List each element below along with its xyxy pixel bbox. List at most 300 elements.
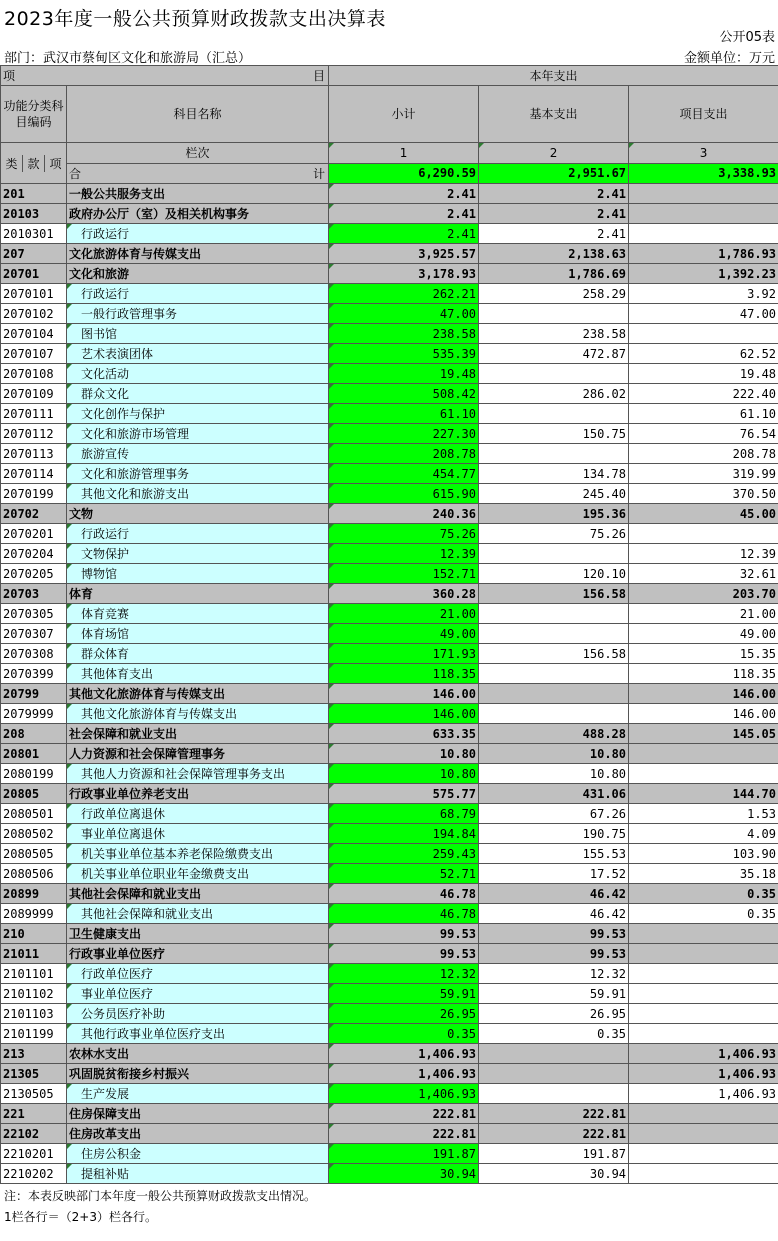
row-basic: 17.52 — [479, 864, 629, 884]
row-code: 2070111 — [1, 404, 67, 424]
row-basic: 10.80 — [479, 764, 629, 784]
row-code: 210 — [1, 924, 67, 944]
header-row-2 — [1, 86, 778, 143]
table-row — [1, 624, 778, 644]
row-code: 20702 — [1, 504, 67, 524]
header-row-3 — [1, 143, 778, 164]
unit-label: 金额单位：万元 — [683, 51, 775, 66]
row-code: 221 — [1, 1104, 67, 1124]
row-project: 32.61 — [629, 564, 778, 584]
row-basic — [479, 404, 629, 424]
row-subtotal: 208.78 — [329, 444, 479, 464]
row-project: 145.05 — [629, 724, 778, 744]
row-basic: 2.41 — [479, 204, 629, 224]
row-code: 2070199 — [1, 484, 67, 504]
row-code: 21011 — [1, 944, 67, 964]
row-name: 行政运行 — [67, 524, 329, 544]
row-name: 住房改革支出 — [67, 1124, 329, 1144]
footer-note: 注：本表反映部门本年度一般公共预算财政拨款支出情况。 — [4, 1189, 317, 1203]
row-basic — [479, 704, 629, 724]
row-code: 22102 — [1, 1124, 67, 1144]
row-project: 144.70 — [629, 784, 778, 804]
row-subtotal: 3,178.93 — [329, 264, 479, 284]
row-name: 一般公共服务支出 — [67, 184, 329, 204]
row-basic — [479, 664, 629, 684]
row-project: 4.09 — [629, 824, 778, 844]
row-code: 2080199 — [1, 764, 67, 784]
row-subtotal: 1,406.93 — [329, 1044, 479, 1064]
row-subtotal: 49.00 — [329, 624, 479, 644]
row-name: 群众体育 — [67, 644, 329, 664]
row-subtotal: 262.21 — [329, 284, 479, 304]
row-code: 207 — [1, 244, 67, 264]
row-name: 行政单位离退休 — [67, 804, 329, 824]
row-project: 12.39 — [629, 544, 778, 564]
row-code: 20103 — [1, 204, 67, 224]
row-basic — [479, 364, 629, 384]
row-basic: 59.91 — [479, 984, 629, 1004]
row-name: 文化创作与保护 — [67, 404, 329, 424]
row-name: 人力资源和社会保障管理事务 — [67, 744, 329, 764]
table-row — [1, 1104, 778, 1124]
row-subtotal: 508.42 — [329, 384, 479, 404]
row-code: 2070101 — [1, 284, 67, 304]
row-name: 体育 — [67, 584, 329, 604]
row-subtotal: 194.84 — [329, 824, 479, 844]
row-project: 3.92 — [629, 284, 778, 304]
row-subtotal: 75.26 — [329, 524, 479, 544]
table-row — [1, 844, 778, 864]
row-code: 213 — [1, 1044, 67, 1064]
table-row — [1, 304, 778, 324]
row-project: 1,406.93 — [629, 1064, 778, 1084]
row-code: 2080505 — [1, 844, 67, 864]
row-name: 文化活动 — [67, 364, 329, 384]
table-row — [1, 1044, 778, 1064]
row-project: 19.48 — [629, 364, 778, 384]
row-code: 2070308 — [1, 644, 67, 664]
class-kuan-xiang-header — [1, 143, 67, 184]
table-row — [1, 644, 778, 664]
table-row — [1, 344, 778, 364]
row-basic: 286.02 — [479, 384, 629, 404]
row-code: 2101103 — [1, 1004, 67, 1024]
form-code: 公开05表 — [719, 30, 775, 45]
table-row — [1, 1064, 778, 1084]
table-row — [1, 524, 778, 544]
row-basic: 46.42 — [479, 904, 629, 924]
row-code: 2210201 — [1, 1144, 67, 1164]
row-project: 62.52 — [629, 344, 778, 364]
row-code: 2101199 — [1, 1024, 67, 1044]
row-subtotal: 68.79 — [329, 804, 479, 824]
row-code: 2070102 — [1, 304, 67, 324]
row-basic: 431.06 — [479, 784, 629, 804]
table-row — [1, 444, 778, 464]
row-project — [629, 944, 778, 964]
row-basic: 156.58 — [479, 584, 629, 604]
table-row — [1, 224, 778, 244]
row-subtotal: 99.53 — [329, 944, 479, 964]
table-row — [1, 364, 778, 384]
table-row — [1, 784, 778, 804]
row-name: 文物保护 — [67, 544, 329, 564]
row-project — [629, 324, 778, 344]
row-name: 其他文化旅游体育与传媒支出 — [67, 684, 329, 704]
row-basic — [479, 1044, 629, 1064]
row-subtotal: 19.48 — [329, 364, 479, 384]
row-code: 20701 — [1, 264, 67, 284]
row-code: 2101102 — [1, 984, 67, 1004]
row-code: 2210202 — [1, 1164, 67, 1184]
row-project — [629, 924, 778, 944]
row-code: 2080506 — [1, 864, 67, 884]
row-name: 行政单位医疗 — [67, 964, 329, 984]
row-subtotal: 10.80 — [329, 744, 479, 764]
row-name: 艺术表演团体 — [67, 344, 329, 364]
row-name: 其他文化和旅游支出 — [67, 484, 329, 504]
row-subtotal: 227.30 — [329, 424, 479, 444]
row-code: 201 — [1, 184, 67, 204]
row-subtotal: 238.58 — [329, 324, 479, 344]
total-project: 3,338.93 — [629, 163, 778, 184]
row-subtotal: 12.32 — [329, 964, 479, 984]
table-row — [1, 264, 778, 284]
row-basic: 1,786.69 — [479, 264, 629, 284]
table-row — [1, 244, 778, 264]
row-subtotal: 191.87 — [329, 1144, 479, 1164]
row-basic: 0.35 — [479, 1024, 629, 1044]
row-basic: 2.41 — [479, 224, 629, 244]
subtotal-header: 小计 — [329, 86, 479, 143]
table-row — [1, 764, 778, 784]
row-code: 2070399 — [1, 664, 67, 684]
row-subtotal: 59.91 — [329, 984, 479, 1004]
row-name: 其他文化旅游体育与传媒支出 — [67, 704, 329, 724]
row-subtotal: 47.00 — [329, 304, 479, 324]
row-basic — [479, 444, 629, 464]
row-name: 图书馆 — [67, 324, 329, 344]
row-subtotal: 61.10 — [329, 404, 479, 424]
row-name: 生产发展 — [67, 1084, 329, 1104]
row-name: 住房保障支出 — [67, 1104, 329, 1124]
row-name: 行政运行 — [67, 224, 329, 244]
row-subtotal: 259.43 — [329, 844, 479, 864]
row-project: 15.35 — [629, 644, 778, 664]
row-project: 222.40 — [629, 384, 778, 404]
row-name: 行政事业单位养老支出 — [67, 784, 329, 804]
table-row — [1, 724, 778, 744]
row-basic: 245.40 — [479, 484, 629, 504]
row-project: 61.10 — [629, 404, 778, 424]
row-basic: 75.26 — [479, 524, 629, 544]
row-subtotal: 46.78 — [329, 884, 479, 904]
row-name: 一般行政管理事务 — [67, 304, 329, 324]
col-number-1: 1 — [329, 143, 479, 164]
row-code: 2070204 — [1, 544, 67, 564]
row-name: 文化和旅游市场管理 — [67, 424, 329, 444]
row-project — [629, 204, 778, 224]
row-code: 2130505 — [1, 1084, 67, 1104]
xiang-col-header: 项 — [49, 156, 62, 171]
row-basic — [479, 544, 629, 564]
row-project — [629, 744, 778, 764]
table-row — [1, 544, 778, 564]
row-subtotal: 360.28 — [329, 584, 479, 604]
item-header — [1, 66, 329, 86]
department-label: 部门：武汉市蔡甸区文化和旅游局（汇总） — [4, 51, 252, 66]
row-name: 机关事业单位基本养老保险缴费支出 — [67, 844, 329, 864]
row-subtotal: 10.80 — [329, 764, 479, 784]
row-name: 农林水支出 — [67, 1044, 329, 1064]
row-code: 2070108 — [1, 364, 67, 384]
row-project: 118.35 — [629, 664, 778, 684]
row-code: 2070113 — [1, 444, 67, 464]
lanci-label: 栏次 — [67, 143, 329, 164]
row-subtotal: 21.00 — [329, 604, 479, 624]
row-subtotal: 171.93 — [329, 644, 479, 664]
row-subtotal: 0.35 — [329, 1024, 479, 1044]
row-project: 47.00 — [629, 304, 778, 324]
basic-header: 基本支出 — [479, 86, 629, 143]
row-project: 146.00 — [629, 704, 778, 724]
row-name: 文化和旅游 — [67, 264, 329, 284]
row-project: 146.00 — [629, 684, 778, 704]
row-name: 文化和旅游管理事务 — [67, 464, 329, 484]
row-project: 45.00 — [629, 504, 778, 524]
table-row — [1, 964, 778, 984]
row-basic: 155.53 — [479, 844, 629, 864]
row-basic: 2.41 — [479, 184, 629, 204]
row-subtotal: 2.41 — [329, 224, 479, 244]
row-code: 2070201 — [1, 524, 67, 544]
row-project — [629, 764, 778, 784]
table-row — [1, 284, 778, 304]
row-project — [629, 524, 778, 544]
table-row — [1, 1124, 778, 1144]
row-basic: 191.87 — [479, 1144, 629, 1164]
row-name: 群众文化 — [67, 384, 329, 404]
row-basic: 150.75 — [479, 424, 629, 444]
col-number-3: 3 — [629, 143, 778, 164]
row-project — [629, 984, 778, 1004]
row-subtotal: 152.71 — [329, 564, 479, 584]
row-subtotal: 222.81 — [329, 1124, 479, 1144]
row-project — [629, 184, 778, 204]
row-subtotal: 118.35 — [329, 664, 479, 684]
row-code: 20899 — [1, 884, 67, 904]
row-name: 行政事业单位医疗 — [67, 944, 329, 964]
row-name: 其他社会保障和就业支出 — [67, 904, 329, 924]
row-project: 203.70 — [629, 584, 778, 604]
row-name: 其他行政事业单位医疗支出 — [67, 1024, 329, 1044]
row-basic: 190.75 — [479, 824, 629, 844]
row-basic: 30.94 — [479, 1164, 629, 1184]
table-row — [1, 424, 778, 444]
table-row — [1, 804, 778, 824]
row-name: 体育场馆 — [67, 624, 329, 644]
total-row — [1, 163, 778, 184]
row-subtotal: 146.00 — [329, 684, 479, 704]
table-row — [1, 484, 778, 504]
row-subtotal: 615.90 — [329, 484, 479, 504]
row-basic: 120.10 — [479, 564, 629, 584]
expenditure-table — [0, 65, 778, 1184]
row-project — [629, 1164, 778, 1184]
table-row — [1, 184, 778, 204]
row-project: 1,392.23 — [629, 264, 778, 284]
row-subtotal: 2.41 — [329, 184, 479, 204]
project-header: 项目支出 — [629, 86, 778, 143]
row-subtotal: 12.39 — [329, 544, 479, 564]
row-subtotal: 240.36 — [329, 504, 479, 524]
row-name: 机关事业单位职业年金缴费支出 — [67, 864, 329, 884]
table-row — [1, 464, 778, 484]
row-code: 2070205 — [1, 564, 67, 584]
total-label-left: 合 — [69, 166, 82, 181]
total-subtotal: 6,290.59 — [329, 163, 479, 184]
row-name: 事业单位离退休 — [67, 824, 329, 844]
row-subtotal: 3,925.57 — [329, 244, 479, 264]
row-name: 博物馆 — [67, 564, 329, 584]
table-row — [1, 564, 778, 584]
row-subtotal: 575.77 — [329, 784, 479, 804]
row-code: 2080502 — [1, 824, 67, 844]
current-year-header: 本年支出 — [329, 66, 778, 86]
row-code: 2070109 — [1, 384, 67, 404]
row-code: 21305 — [1, 1064, 67, 1084]
footer-formula: 1栏各行＝（2+3）栏各行。 — [4, 1210, 157, 1224]
table-row — [1, 384, 778, 404]
row-name: 公务员医疗补助 — [67, 1004, 329, 1024]
kuan-col-header: 款 — [23, 155, 45, 172]
row-name: 旅游宣传 — [67, 444, 329, 464]
row-project — [629, 964, 778, 984]
row-name: 卫生健康支出 — [67, 924, 329, 944]
row-name: 体育竞赛 — [67, 604, 329, 624]
row-basic: 258.29 — [479, 284, 629, 304]
row-subtotal: 146.00 — [329, 704, 479, 724]
table-row — [1, 404, 778, 424]
header-row-1 — [1, 66, 778, 86]
row-basic: 472.87 — [479, 344, 629, 364]
row-name: 巩固脱贫衔接乡村振兴 — [67, 1064, 329, 1084]
row-basic — [479, 624, 629, 644]
row-code: 20799 — [1, 684, 67, 704]
row-subtotal: 2.41 — [329, 204, 479, 224]
row-project: 1,406.93 — [629, 1044, 778, 1064]
table-row — [1, 504, 778, 524]
row-basic — [479, 1064, 629, 1084]
row-name: 事业单位医疗 — [67, 984, 329, 1004]
total-label-right: 计 — [313, 166, 326, 181]
table-row — [1, 1164, 778, 1184]
row-basic: 46.42 — [479, 884, 629, 904]
row-basic: 26.95 — [479, 1004, 629, 1024]
row-project: 0.35 — [629, 904, 778, 924]
row-basic: 488.28 — [479, 724, 629, 744]
row-project — [629, 1104, 778, 1124]
row-project — [629, 1024, 778, 1044]
row-subtotal: 633.35 — [329, 724, 479, 744]
row-basic: 67.26 — [479, 804, 629, 824]
row-name: 文物 — [67, 504, 329, 524]
table-row — [1, 904, 778, 924]
row-code: 20805 — [1, 784, 67, 804]
row-basic: 10.80 — [479, 744, 629, 764]
row-project: 1,786.93 — [629, 244, 778, 264]
table-row — [1, 944, 778, 964]
row-code: 2070112 — [1, 424, 67, 444]
table-row — [1, 924, 778, 944]
table-row — [1, 984, 778, 1004]
row-code: 2070307 — [1, 624, 67, 644]
table-row — [1, 824, 778, 844]
row-project — [629, 1144, 778, 1164]
row-code: 20703 — [1, 584, 67, 604]
row-project: 103.90 — [629, 844, 778, 864]
subject-name-header: 科目名称 — [67, 86, 329, 143]
row-project: 21.00 — [629, 604, 778, 624]
row-subtotal: 222.81 — [329, 1104, 479, 1124]
row-name: 行政运行 — [67, 284, 329, 304]
table-row — [1, 1084, 778, 1104]
row-basic: 222.81 — [479, 1124, 629, 1144]
table-row — [1, 884, 778, 904]
table-row — [1, 1144, 778, 1164]
row-code: 2070107 — [1, 344, 67, 364]
row-project: 1,406.93 — [629, 1084, 778, 1104]
total-basic: 2,951.67 — [479, 163, 629, 184]
row-name: 住房公积金 — [67, 1144, 329, 1164]
row-subtotal: 26.95 — [329, 1004, 479, 1024]
table-row — [1, 604, 778, 624]
row-code: 2070305 — [1, 604, 67, 624]
row-code: 2070104 — [1, 324, 67, 344]
row-basic: 99.53 — [479, 944, 629, 964]
row-project: 208.78 — [629, 444, 778, 464]
row-code: 2079999 — [1, 704, 67, 724]
row-name: 文化旅游体育与传媒支出 — [67, 244, 329, 264]
row-code: 2101101 — [1, 964, 67, 984]
table-row — [1, 324, 778, 344]
item-header-left: 项 — [3, 69, 16, 83]
row-subtotal: 46.78 — [329, 904, 479, 924]
total-label — [67, 163, 329, 184]
row-project: 35.18 — [629, 864, 778, 884]
row-project: 370.50 — [629, 484, 778, 504]
row-subtotal: 1,406.93 — [329, 1084, 479, 1104]
row-code: 208 — [1, 724, 67, 744]
table-row — [1, 664, 778, 684]
row-project: 49.00 — [629, 624, 778, 644]
row-subtotal: 535.39 — [329, 344, 479, 364]
item-header-right: 目 — [313, 69, 326, 83]
row-code: 2080501 — [1, 804, 67, 824]
table-row — [1, 744, 778, 764]
row-name: 政府办公厅（室）及相关机构事务 — [67, 204, 329, 224]
table-row — [1, 204, 778, 224]
row-basic: 99.53 — [479, 924, 629, 944]
table-row — [1, 684, 778, 704]
row-subtotal: 52.71 — [329, 864, 479, 884]
row-code: 2089999 — [1, 904, 67, 924]
row-basic — [479, 304, 629, 324]
row-project: 0.35 — [629, 884, 778, 904]
row-project — [629, 1004, 778, 1024]
row-basic — [479, 684, 629, 704]
row-name: 提租补贴 — [67, 1164, 329, 1184]
